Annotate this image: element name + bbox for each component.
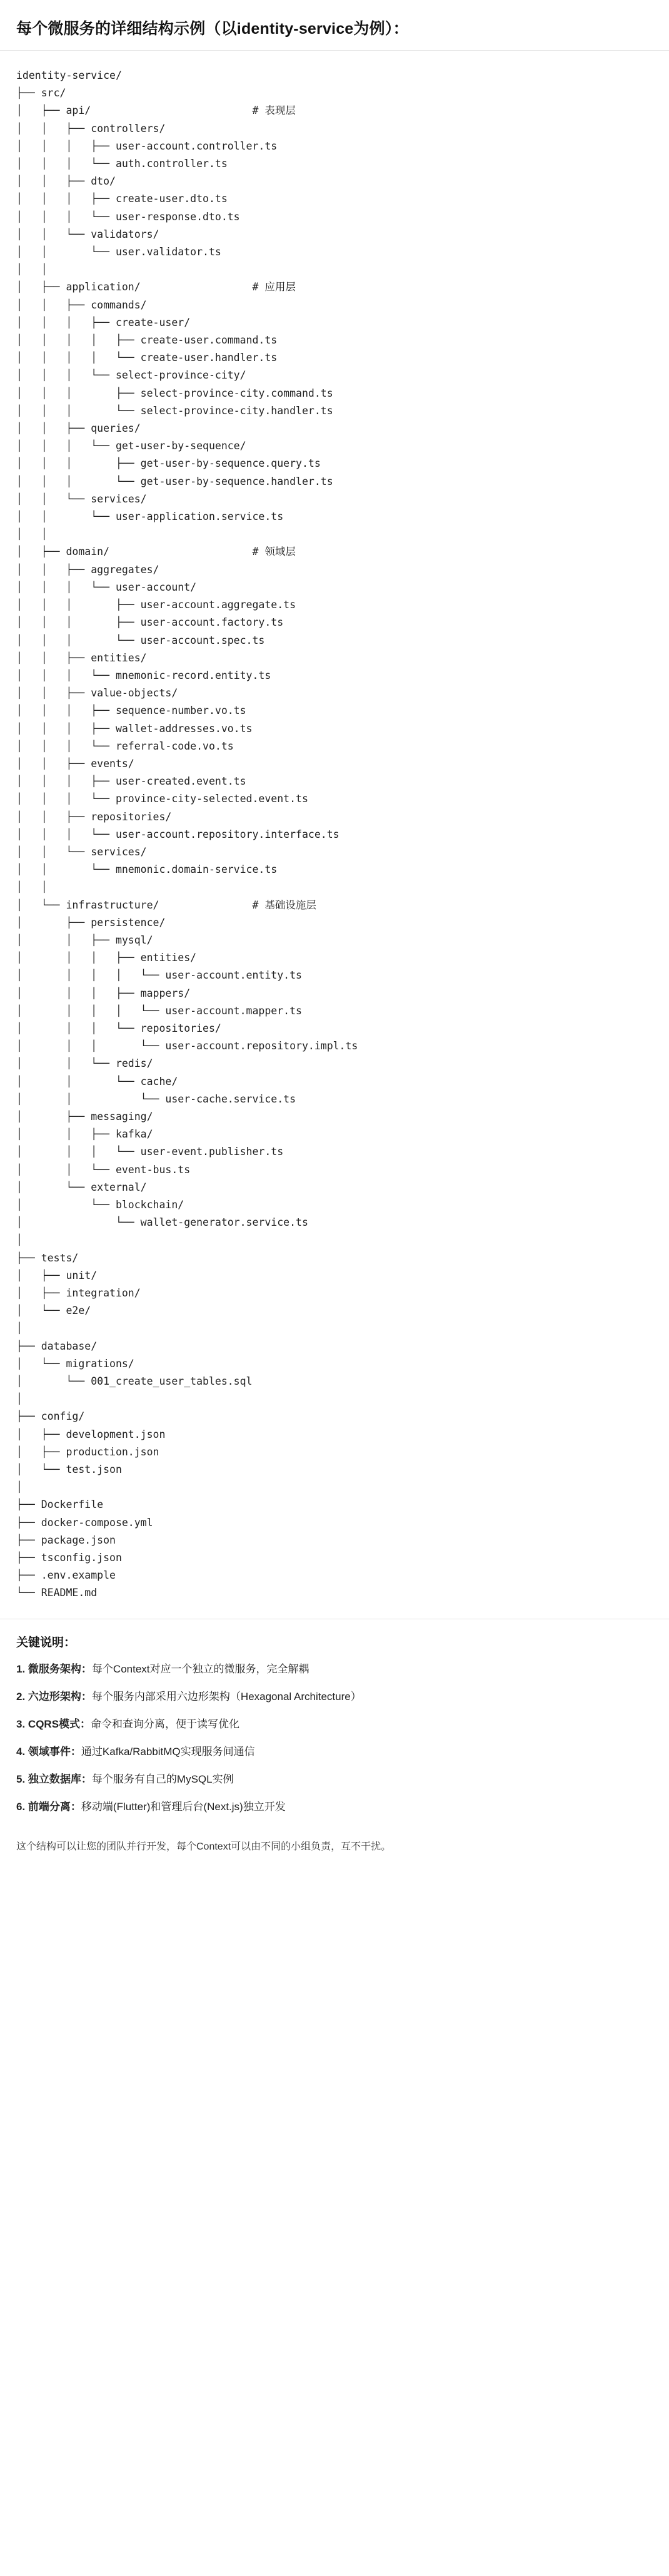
tree-line: │ └── test.json [16, 1464, 122, 1476]
tree-line: │ │ │ └── repositories/ [16, 1022, 221, 1034]
tree-line: │ ├── application/ # 应用层 [16, 281, 296, 293]
tree-line: │ │ │ └── select-province-city/ [16, 369, 246, 382]
tree-line: ├── src/ [16, 87, 66, 99]
tree-line: │ │ ├── kafka/ [16, 1128, 153, 1141]
tree-line: │ │ │ │ └── create-user.handler.ts [16, 352, 278, 364]
tree-line: │ ├── production.json [16, 1445, 159, 1458]
key-point-description: 每个Context对应一个独立的微服务，完全解耦 [91, 1662, 309, 1675]
key-point-description: 每个服务内部采用六边形架构（Hexagonal Architecture） [91, 1690, 361, 1703]
tree-line: │ └── migrations/ [16, 1357, 134, 1370]
key-point-name: 独立数据库： [28, 1773, 92, 1785]
key-point-number: 5. [16, 1773, 26, 1785]
tree-line: │ │ └── event-bus.ts [16, 1163, 191, 1176]
tree-line: │ │ ├── mysql/ [16, 934, 153, 946]
key-points-list [16, 1660, 653, 1816]
tree-line: │ │ ├── commands/ [16, 298, 147, 311]
tree-line: │ [16, 1393, 23, 1405]
key-point-number: 3. [16, 1718, 26, 1730]
tree-line: │ │ │ └── mnemonic-record.entity.ts [16, 669, 271, 681]
tree-line: │ │ └── user-application.service.ts [16, 511, 284, 523]
tree-line: └── README.md [16, 1587, 98, 1599]
tree-line: ├── Dockerfile [16, 1499, 104, 1511]
tree-line: │ │ │ ├── create-user/ [16, 316, 191, 328]
tree-line: │ │ └── redis/ [16, 1057, 153, 1070]
tree-line: │ │ │ ├── entities/ [16, 952, 197, 964]
tree-line: │ │ │ ├── user-created.event.ts [16, 775, 246, 788]
tree-line: │ │ │ └── referral-code.vo.ts [16, 740, 234, 752]
tree-line: │ │ │ └── user-account.repository.impl.ts [16, 1040, 358, 1052]
key-point-name: 六边形架构： [28, 1690, 92, 1703]
tree-line: │ │ │ └── province-city-selected.event.ts [16, 793, 308, 805]
key-point-name: CQRS模式： [28, 1718, 91, 1730]
tree-line: │ └── blockchain/ [16, 1199, 184, 1211]
tree-line: │ │ │ ├── select-province-city.command.ts [16, 387, 333, 399]
tree-line: │ ├── api/ # 表现层 [16, 104, 296, 117]
tree-line: │ │ ├── value-objects/ [16, 687, 178, 700]
directory-tree [0, 51, 669, 1619]
tree-line: │ │ │ │ └── user-account.mapper.ts [16, 1004, 302, 1017]
tree-line: │ │ │ └── user-event.publisher.ts [16, 1146, 284, 1158]
tree-line: │ │ │ │ └── user-account.entity.ts [16, 969, 302, 982]
key-point-number: 1. [16, 1662, 26, 1675]
tree-line: │ └── 001_create_user_tables.sql [16, 1375, 253, 1388]
tree-line: ├── tsconfig.json [16, 1552, 122, 1564]
tree-line: │ │ └── mnemonic.domain-service.ts [16, 863, 278, 876]
tree-line: │ [16, 1481, 23, 1494]
tree-line: │ └── infrastructure/ # 基础设施层 [16, 899, 316, 911]
tree-line: │ │ │ ├── create-user.dto.ts [16, 193, 228, 205]
tree-line: │ └── wallet-generator.service.ts [16, 1216, 308, 1229]
tree-line: identity-service/ [16, 69, 122, 81]
tree-line: │ │ │ └── user-account/ [16, 581, 197, 593]
key-point-number: 4. [16, 1745, 26, 1758]
tree-line: │ └── external/ [16, 1181, 147, 1193]
tree-line: ├── .env.example [16, 1569, 116, 1582]
key-point-item [16, 1660, 653, 1679]
page-title: 每个微服务的详细结构示例（以identity-service为例）： [16, 20, 409, 38]
key-point-name: 微服务架构： [28, 1662, 92, 1675]
tree-line: │ [16, 1234, 23, 1246]
tree-line: │ │ │ └── user-account.spec.ts [16, 634, 265, 646]
tree-line: ├── package.json [16, 1534, 116, 1546]
tree-line: │ │ └── user.validator.ts [16, 246, 221, 258]
tree-line: │ │ │ └── get-user-by-sequence.handler.ts [16, 475, 333, 487]
tree-line: │ │ │ ├── mappers/ [16, 987, 191, 999]
tree-line: │ │ │ └── auth.controller.ts [16, 158, 228, 170]
tree-line: │ │ │ └── user-response.dto.ts [16, 210, 240, 223]
tree-line: ├── database/ [16, 1340, 98, 1352]
tree-line: │ │ ├── entities/ [16, 651, 147, 664]
tree-line: │ │ │ └── user-account.repository.interface.ts [16, 828, 340, 840]
tree-line: │ │ │ ├── user-account.factory.ts [16, 616, 284, 629]
tree-line: │ │ ├── dto/ [16, 175, 116, 188]
tree-line: │ │ │ └── get-user-by-sequence/ [16, 440, 246, 452]
key-point-description: 移动端(Flutter)和管理后台(Next.js)独立开发 [81, 1800, 286, 1813]
key-point-item [16, 1798, 653, 1816]
tree-line: ├── tests/ [16, 1251, 79, 1264]
tree-line: │ ├── integration/ [16, 1287, 141, 1300]
key-point-item [16, 1688, 653, 1706]
tree-line: │ │ │ ├── user-account.controller.ts [16, 140, 278, 152]
key-point-number: 2. [16, 1690, 26, 1703]
key-point-description: 命令和查询分离，便于读写优化 [91, 1718, 240, 1730]
tree-line: │ │ │ └── select-province-city.handler.ts [16, 404, 333, 417]
footer-note: 这个结构可以让您的团队并行开发，每个Context可以由不同的小组负责，互不干扰。 [16, 1841, 391, 1852]
tree-line: │ [16, 1322, 23, 1335]
tree-line: │ │ [16, 881, 48, 893]
key-points-title: 关键说明： [16, 1636, 76, 1649]
tree-line: │ │ └── user-cache.service.ts [16, 1092, 296, 1105]
tree-line: │ │ │ ├── wallet-addresses.vo.ts [16, 722, 253, 735]
tree-line: │ │ │ │ ├── create-user.command.ts [16, 334, 278, 347]
key-point-description: 通过Kafka/RabbitMQ实现服务间通信 [81, 1745, 255, 1758]
key-point-name: 前端分离： [28, 1800, 81, 1813]
tree-line: │ ├── persistence/ [16, 916, 166, 929]
tree-line: │ │ ├── queries/ [16, 422, 141, 435]
tree-line: │ │ │ ├── get-user-by-sequence.query.ts [16, 457, 321, 470]
tree-line: │ ├── development.json [16, 1428, 166, 1440]
tree-line: │ │ └── services/ [16, 492, 147, 505]
key-point-name: 领域事件： [28, 1745, 81, 1758]
tree-line: │ │ │ ├── user-account.aggregate.ts [16, 599, 296, 611]
tree-line: │ ├── unit/ [16, 1269, 98, 1281]
tree-line: │ ├── messaging/ [16, 1110, 153, 1123]
tree-line: │ └── e2e/ [16, 1305, 91, 1317]
key-point-item [16, 1715, 653, 1734]
key-point-item [16, 1743, 653, 1761]
tree-line: │ ├── domain/ # 领域层 [16, 546, 296, 558]
tree-line: │ │ [16, 263, 48, 276]
tree-line: │ │ └── cache/ [16, 1075, 178, 1087]
tree-line: │ │ └── validators/ [16, 228, 159, 240]
tree-line: │ │ │ ├── sequence-number.vo.ts [16, 705, 246, 717]
key-point-number: 6. [16, 1800, 26, 1813]
tree-line: │ │ ├── aggregates/ [16, 563, 159, 576]
tree-line: ├── docker-compose.yml [16, 1516, 153, 1529]
tree-line: │ │ ├── repositories/ [16, 810, 172, 823]
key-point-description: 每个服务有自己的MySQL实例 [91, 1773, 234, 1785]
tree-line: │ │ [16, 528, 48, 541]
key-points-section [0, 1619, 669, 1830]
tree-line: │ │ ├── controllers/ [16, 122, 166, 135]
tree-line: ├── config/ [16, 1410, 85, 1423]
tree-line: │ │ ├── events/ [16, 757, 134, 770]
tree-line: │ │ └── services/ [16, 845, 147, 858]
key-point-item [16, 1770, 653, 1789]
